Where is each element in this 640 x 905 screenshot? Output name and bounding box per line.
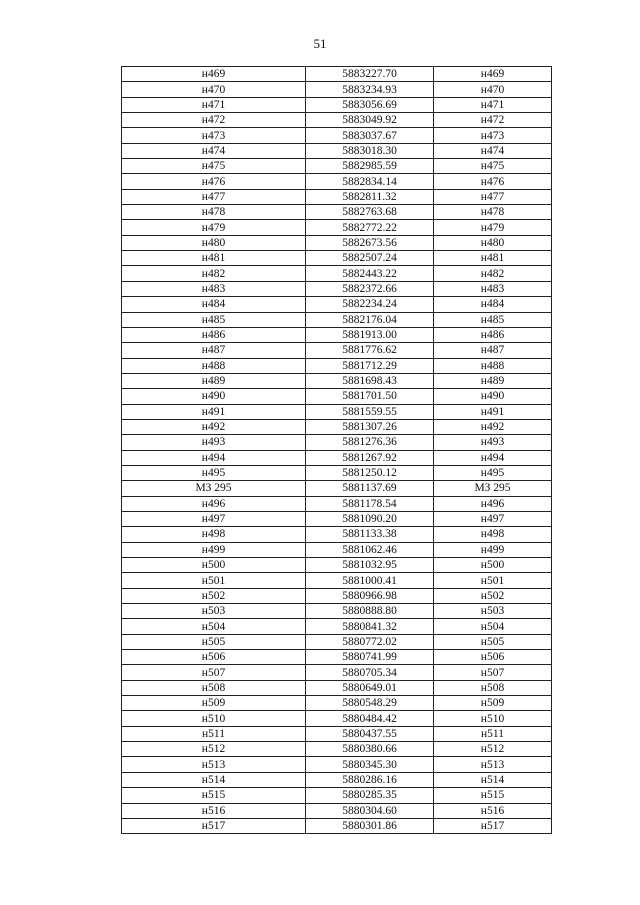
point-label-ref-cell: н512 (434, 742, 552, 757)
table-row (122, 266, 552, 281)
table-row (122, 803, 552, 818)
point-label-cell: н498 (122, 527, 306, 542)
coordinate-value-cell: 5881267.92 (306, 450, 434, 465)
point-label-cell: н482 (122, 266, 306, 281)
coordinate-value-cell: 5882772.22 (306, 220, 434, 235)
point-label-ref-cell: н481 (434, 251, 552, 266)
point-label-ref-cell: н513 (434, 757, 552, 772)
point-label-cell: н512 (122, 742, 306, 757)
point-label-ref-cell: н475 (434, 159, 552, 174)
table-row (122, 588, 552, 603)
table-row (122, 312, 552, 327)
coordinate-value-cell: 5880286.16 (306, 772, 434, 787)
coordinate-value-cell: 5881178.54 (306, 496, 434, 511)
table-row (122, 143, 552, 158)
point-label-cell: н473 (122, 128, 306, 143)
table-row (122, 558, 552, 573)
point-label-ref-cell: н502 (434, 588, 552, 603)
point-label-ref-cell: н492 (434, 419, 552, 434)
point-label-cell: н513 (122, 757, 306, 772)
coordinate-value-cell: 5881701.50 (306, 389, 434, 404)
point-label-ref-cell: н494 (434, 450, 552, 465)
point-label-ref-cell: н504 (434, 619, 552, 634)
point-label-cell: н517 (122, 818, 306, 833)
table-row (122, 619, 552, 634)
point-label-cell: н505 (122, 634, 306, 649)
point-label-ref-cell: МЗ 295 (434, 481, 552, 496)
table-row (122, 711, 552, 726)
point-label-cell: н483 (122, 281, 306, 296)
point-label-cell: н495 (122, 465, 306, 480)
coordinate-value-cell: 5882834.14 (306, 174, 434, 189)
point-label-cell: н470 (122, 82, 306, 97)
coordinate-value-cell: 5883234.93 (306, 82, 434, 97)
point-label-cell: н469 (122, 67, 306, 82)
table-row (122, 818, 552, 833)
point-label-ref-cell: н498 (434, 527, 552, 542)
coordinate-value-cell: 5881698.43 (306, 373, 434, 388)
point-label-ref-cell: н477 (434, 189, 552, 204)
table-row (122, 358, 552, 373)
table-row (122, 450, 552, 465)
coordinates-table-body (122, 67, 552, 834)
point-label-cell: н475 (122, 159, 306, 174)
coordinate-value-cell: 5880649.01 (306, 680, 434, 695)
coordinate-value-cell: 5881133.38 (306, 527, 434, 542)
table-row (122, 680, 552, 695)
point-label-cell: н479 (122, 220, 306, 235)
point-label-cell: н488 (122, 358, 306, 373)
table-row (122, 604, 552, 619)
point-label-ref-cell: н473 (434, 128, 552, 143)
table-row (122, 481, 552, 496)
point-label-ref-cell: н505 (434, 634, 552, 649)
point-label-ref-cell: н516 (434, 803, 552, 818)
point-label-cell: н515 (122, 788, 306, 803)
point-label-ref-cell: н508 (434, 680, 552, 695)
point-label-ref-cell: н484 (434, 297, 552, 312)
point-label-ref-cell: н487 (434, 343, 552, 358)
point-label-cell: н491 (122, 404, 306, 419)
coordinate-value-cell: 5880380.66 (306, 742, 434, 757)
point-label-cell: н485 (122, 312, 306, 327)
coordinate-value-cell: 5881250.12 (306, 465, 434, 480)
table-row (122, 113, 552, 128)
table-row (122, 128, 552, 143)
point-label-cell: н492 (122, 419, 306, 434)
coordinate-value-cell: 5883037.67 (306, 128, 434, 143)
table-row (122, 67, 552, 82)
point-label-cell: н509 (122, 696, 306, 711)
point-label-cell: н486 (122, 327, 306, 342)
table-row (122, 527, 552, 542)
table-row (122, 465, 552, 480)
table-row (122, 726, 552, 741)
coordinate-value-cell: 5883056.69 (306, 97, 434, 112)
point-label-ref-cell: н471 (434, 97, 552, 112)
table-row (122, 696, 552, 711)
point-label-cell: н506 (122, 650, 306, 665)
point-label-cell: н490 (122, 389, 306, 404)
table-row (122, 634, 552, 649)
coordinate-value-cell: 5880966.98 (306, 588, 434, 603)
point-label-ref-cell: н482 (434, 266, 552, 281)
coordinate-value-cell: 5881032.95 (306, 558, 434, 573)
point-label-cell: н496 (122, 496, 306, 511)
coordinate-value-cell: 5881137.69 (306, 481, 434, 496)
point-label-cell: н484 (122, 297, 306, 312)
point-label-ref-cell: н511 (434, 726, 552, 741)
point-label-ref-cell: н506 (434, 650, 552, 665)
table-row (122, 788, 552, 803)
coordinate-value-cell: 5881307.26 (306, 419, 434, 434)
point-label-ref-cell: н509 (434, 696, 552, 711)
point-label-cell: н489 (122, 373, 306, 388)
table-row (122, 343, 552, 358)
coordinate-value-cell: 5881913.00 (306, 327, 434, 342)
table-row (122, 220, 552, 235)
coordinate-value-cell: 5880345.30 (306, 757, 434, 772)
coordinate-value-cell: 5882234.24 (306, 297, 434, 312)
point-label-cell: н516 (122, 803, 306, 818)
point-label-ref-cell: н515 (434, 788, 552, 803)
point-label-cell: н481 (122, 251, 306, 266)
point-label-cell: н480 (122, 235, 306, 250)
point-label-cell: н499 (122, 542, 306, 557)
coordinate-value-cell: 5880841.32 (306, 619, 434, 634)
table-row (122, 82, 552, 97)
coordinate-value-cell: 5882443.22 (306, 266, 434, 281)
coordinate-value-cell: 5882673.56 (306, 235, 434, 250)
table-row (122, 251, 552, 266)
point-label-cell: н510 (122, 711, 306, 726)
coordinate-value-cell: 5880772.02 (306, 634, 434, 649)
coordinates-table (121, 66, 552, 834)
table-row (122, 496, 552, 511)
coordinate-value-cell: 5883227.70 (306, 67, 434, 82)
coordinate-value-cell: 5880285.35 (306, 788, 434, 803)
coordinate-value-cell: 5880484.42 (306, 711, 434, 726)
table-row (122, 665, 552, 680)
coordinate-value-cell: 5881000.41 (306, 573, 434, 588)
point-label-cell: н502 (122, 588, 306, 603)
point-label-ref-cell: н500 (434, 558, 552, 573)
coordinate-value-cell: 5882372.66 (306, 281, 434, 296)
coordinate-value-cell: 5882507.24 (306, 251, 434, 266)
coordinate-value-cell: 5880301.86 (306, 818, 434, 833)
point-label-cell: н507 (122, 665, 306, 680)
table-row (122, 281, 552, 296)
point-label-ref-cell: н472 (434, 113, 552, 128)
table-row (122, 419, 552, 434)
point-label-cell: н487 (122, 343, 306, 358)
point-label-cell: н493 (122, 435, 306, 450)
point-label-cell: н476 (122, 174, 306, 189)
point-label-ref-cell: н470 (434, 82, 552, 97)
point-label-cell: н474 (122, 143, 306, 158)
table-row (122, 174, 552, 189)
point-label-ref-cell: н476 (434, 174, 552, 189)
point-label-ref-cell: н491 (434, 404, 552, 419)
point-label-ref-cell: н469 (434, 67, 552, 82)
point-label-cell: н471 (122, 97, 306, 112)
point-label-ref-cell: н490 (434, 389, 552, 404)
point-label-cell: н508 (122, 680, 306, 695)
table-row (122, 742, 552, 757)
table-row (122, 772, 552, 787)
coordinate-value-cell: 5882176.04 (306, 312, 434, 327)
point-label-ref-cell: н501 (434, 573, 552, 588)
point-label-cell: н503 (122, 604, 306, 619)
coordinate-value-cell: 5880437.55 (306, 726, 434, 741)
point-label-ref-cell: н489 (434, 373, 552, 388)
point-label-ref-cell: н480 (434, 235, 552, 250)
coordinate-value-cell: 5883018.30 (306, 143, 434, 158)
table-row (122, 389, 552, 404)
coordinate-value-cell: 5881776.62 (306, 343, 434, 358)
table-row (122, 435, 552, 450)
point-label-ref-cell: н495 (434, 465, 552, 480)
point-label-cell: н497 (122, 511, 306, 526)
point-label-ref-cell: н507 (434, 665, 552, 680)
table-row (122, 327, 552, 342)
table-row (122, 542, 552, 557)
coordinate-value-cell: 5881062.46 (306, 542, 434, 557)
point-label-cell: н504 (122, 619, 306, 634)
point-label-cell: н472 (122, 113, 306, 128)
point-label-ref-cell: н493 (434, 435, 552, 450)
point-label-ref-cell: н478 (434, 205, 552, 220)
table-row (122, 97, 552, 112)
coordinate-value-cell: 5880741.99 (306, 650, 434, 665)
point-label-cell: н514 (122, 772, 306, 787)
table-row (122, 404, 552, 419)
coordinate-value-cell: 5881712.29 (306, 358, 434, 373)
coordinate-value-cell: 5881276.36 (306, 435, 434, 450)
page-number: 51 (313, 36, 327, 51)
point-label-cell: н477 (122, 189, 306, 204)
point-label-cell: н501 (122, 573, 306, 588)
point-label-ref-cell: н485 (434, 312, 552, 327)
table-row (122, 235, 552, 250)
point-label-ref-cell: н474 (434, 143, 552, 158)
coordinate-value-cell: 5881090.20 (306, 511, 434, 526)
point-label-ref-cell: н483 (434, 281, 552, 296)
coordinate-value-cell: 5882763.68 (306, 205, 434, 220)
table-row (122, 297, 552, 312)
table-row (122, 511, 552, 526)
table-row (122, 159, 552, 174)
point-label-cell: н500 (122, 558, 306, 573)
point-label-cell: н478 (122, 205, 306, 220)
coordinate-value-cell: 5880705.34 (306, 665, 434, 680)
coordinate-value-cell: 5883049.92 (306, 113, 434, 128)
point-label-ref-cell: н503 (434, 604, 552, 619)
point-label-ref-cell: н510 (434, 711, 552, 726)
table-row (122, 373, 552, 388)
table-row (122, 189, 552, 204)
coordinate-value-cell: 5882811.32 (306, 189, 434, 204)
table-row (122, 757, 552, 772)
table-row (122, 650, 552, 665)
coordinate-value-cell: 5881559.55 (306, 404, 434, 419)
table-row (122, 205, 552, 220)
point-label-ref-cell: н486 (434, 327, 552, 342)
coordinate-value-cell: 5882985.59 (306, 159, 434, 174)
point-label-cell: н511 (122, 726, 306, 741)
table-row (122, 573, 552, 588)
point-label-cell: н494 (122, 450, 306, 465)
coordinate-value-cell: 5880304.60 (306, 803, 434, 818)
point-label-ref-cell: н488 (434, 358, 552, 373)
coordinate-value-cell: 5880548.29 (306, 696, 434, 711)
point-label-ref-cell: н499 (434, 542, 552, 557)
coordinate-value-cell: 5880888.80 (306, 604, 434, 619)
point-label-ref-cell: н497 (434, 511, 552, 526)
point-label-cell: МЗ 295 (122, 481, 306, 496)
point-label-ref-cell: н479 (434, 220, 552, 235)
point-label-ref-cell: н496 (434, 496, 552, 511)
point-label-ref-cell: н517 (434, 818, 552, 833)
point-label-ref-cell: н514 (434, 772, 552, 787)
